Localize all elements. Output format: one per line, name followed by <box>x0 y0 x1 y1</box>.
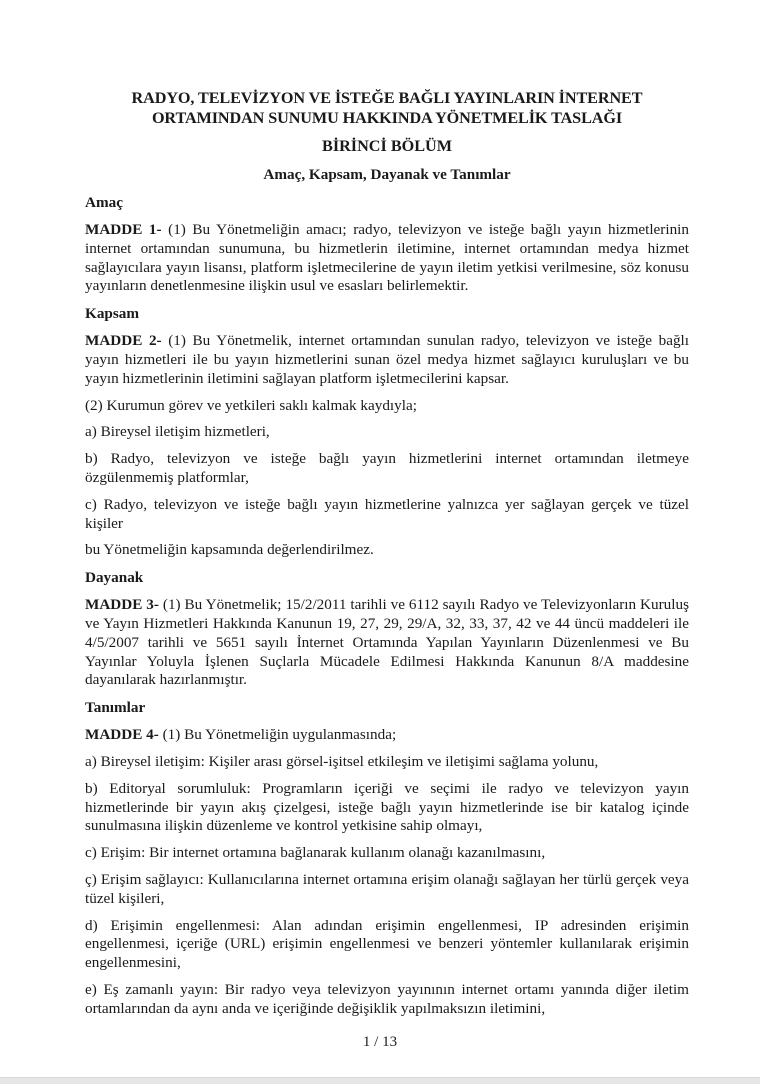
chapter-heading: BİRİNCİ BÖLÜM <box>322 137 452 155</box>
definition-item: c) Erişim: Bir internet ortamına bağlanarak kullanım olanağı kazanılmasını, <box>85 844 546 862</box>
chapter-subtitle: Amaç, Kapsam, Dayanak ve Tanımlar <box>263 166 511 183</box>
section-heading: Dayanak <box>85 569 144 587</box>
document-title <box>85 88 689 128</box>
article-label: MADDE 4- <box>85 726 159 744</box>
title-line-2: ORTAMINDAN SUNUMU HAKKINDA YÖNETMELİK TASLAĞI <box>151 109 623 127</box>
article-text: (1) Bu Yönetmeliğin uygulanmasında; <box>158 726 397 744</box>
definition-item: ç) Erişim sağlayıcı: Kullanıcılarına internet ortamına erişim olanağı sağlayan her türlü gerçek veya tüzel kişileri, <box>85 870 689 907</box>
page-bottom-edge <box>0 1077 760 1084</box>
section-kapsam <box>85 304 689 560</box>
section-amac <box>85 193 689 296</box>
article-label: MADDE 3- <box>85 596 159 614</box>
section-heading: Amaç <box>85 194 123 211</box>
article-label: MADDE 1- <box>85 221 162 238</box>
article-text: (1) Bu Yönetmelik, internet ortamından sunulan radyo, televizyon ve isteğe bağlı yayın hizmetleri ile bu yayın hizmetlerini sunan özel medya hizmet sağlayıcı kuruluşları ve bu yayın hizmetlerinin iletimini sağlayan platform işletmecilerini kapsar. <box>85 332 689 387</box>
definition-item: b) Editoryal sorumluluk: Programların içeriği ve seçimi ile radyo ve televizyon yayın hizmetlerinde bir yayın akış çizelgesi, isteğe bağlı yayın hizmetlerinde ise bir katalog içinde sunulmasına ilişkin düzenleme ve kontrol yetkisine sahip olmayı, <box>85 779 689 835</box>
article-paragraph <box>85 596 689 690</box>
article-paragraph <box>85 221 689 296</box>
article-label: MADDE 2- <box>85 332 162 350</box>
section-tanimlar <box>85 698 689 1018</box>
paragraph: bu Yönetmeliğin kapsamında değerlendirilmez. <box>85 541 374 559</box>
definition-item: e) Eş zamanlı yayın: Bir radyo veya televizyon yayınının internet ortamı yanında diğer iletim ortamlarından da aynı anda ve içeriğinde değişiklik yapılmaksızın iletimini, <box>85 980 689 1017</box>
page-number: 1 / 13 <box>362 1034 398 1050</box>
list-item: b) Radyo, televizyon ve isteğe bağlı yayın hizmetlerini internet ortamından iletmeye özgülenmemiş platformlar, <box>85 450 689 486</box>
article-text: (1) Bu Yönetmeliğin amacı; radyo, televizyon ve isteğe bağlı yayın hizmetlerinin internet ortamından sunumuna, bu hizmetlerin iletimine, internet ortamından medya hizmet sağlayıcılara yayın lisansı, platform işletmecilerine de yayın iletim yetkisi verilmesine, söz konusu yayınların denetlenmesine ilişkin usul ve esasları belirlemektir. <box>85 221 689 295</box>
definition-item: a) Bireysel iletişim: Kişiler arası görsel-işitsel etkileşim ve iletişimi sağlama yolunu, <box>85 752 599 770</box>
article-text: (1) Bu Yönetmelik; 15/2/2011 tarihli ve 6112 sayılı Radyo ve Televizyonların Kuruluş ve Yayın Hizmetleri Hakkında Kanunun 19, 27, 29, 29/A, 32, 33, 37, 42 ve 44 üncü maddeleri ile 4/5/2007 tarihli ve 5651 sayılı İnternet Ortamında Yapılan Yayınların Düzenlenmesi ve Bu Yayınlar Yoluyla İşlenen Suçlarla Mücadele Edilmesi Hakkında Kanunun 8/A maddesine dayanılarak hazırlanmıştır. <box>85 596 689 689</box>
definition-item: d) Erişimin engellenmesi: Alan adından erişimin engellenmesi, IP adresinden erişimin engellenmesi, içeriğe (URL) erişimin engellenmesi ve benzeri yöntemler kullanılarak erişimin engellenmesini, <box>85 916 689 972</box>
section-heading: Tanımlar <box>85 699 146 717</box>
list-item: c) Radyo, televizyon ve isteğe bağlı yayın hizmetlerine yalnızca yer sağlayan gerçek ve tüzel kişiler <box>85 495 689 532</box>
article-paragraph <box>85 332 689 388</box>
section-heading: Kapsam <box>85 305 140 323</box>
page-content <box>85 88 689 1019</box>
list-item: a) Bireysel iletişim hizmetleri, <box>85 423 270 441</box>
title-line-1: RADYO, TELEVİZYON VE İSTEĞE BAĞLI YAYINLARIN İNTERNET <box>131 89 643 107</box>
article-paragraph <box>85 726 689 745</box>
paragraph: (2) Kurumun görev ve yetkileri saklı kalmak kaydıyla; <box>85 396 417 414</box>
section-dayanak <box>85 568 689 690</box>
